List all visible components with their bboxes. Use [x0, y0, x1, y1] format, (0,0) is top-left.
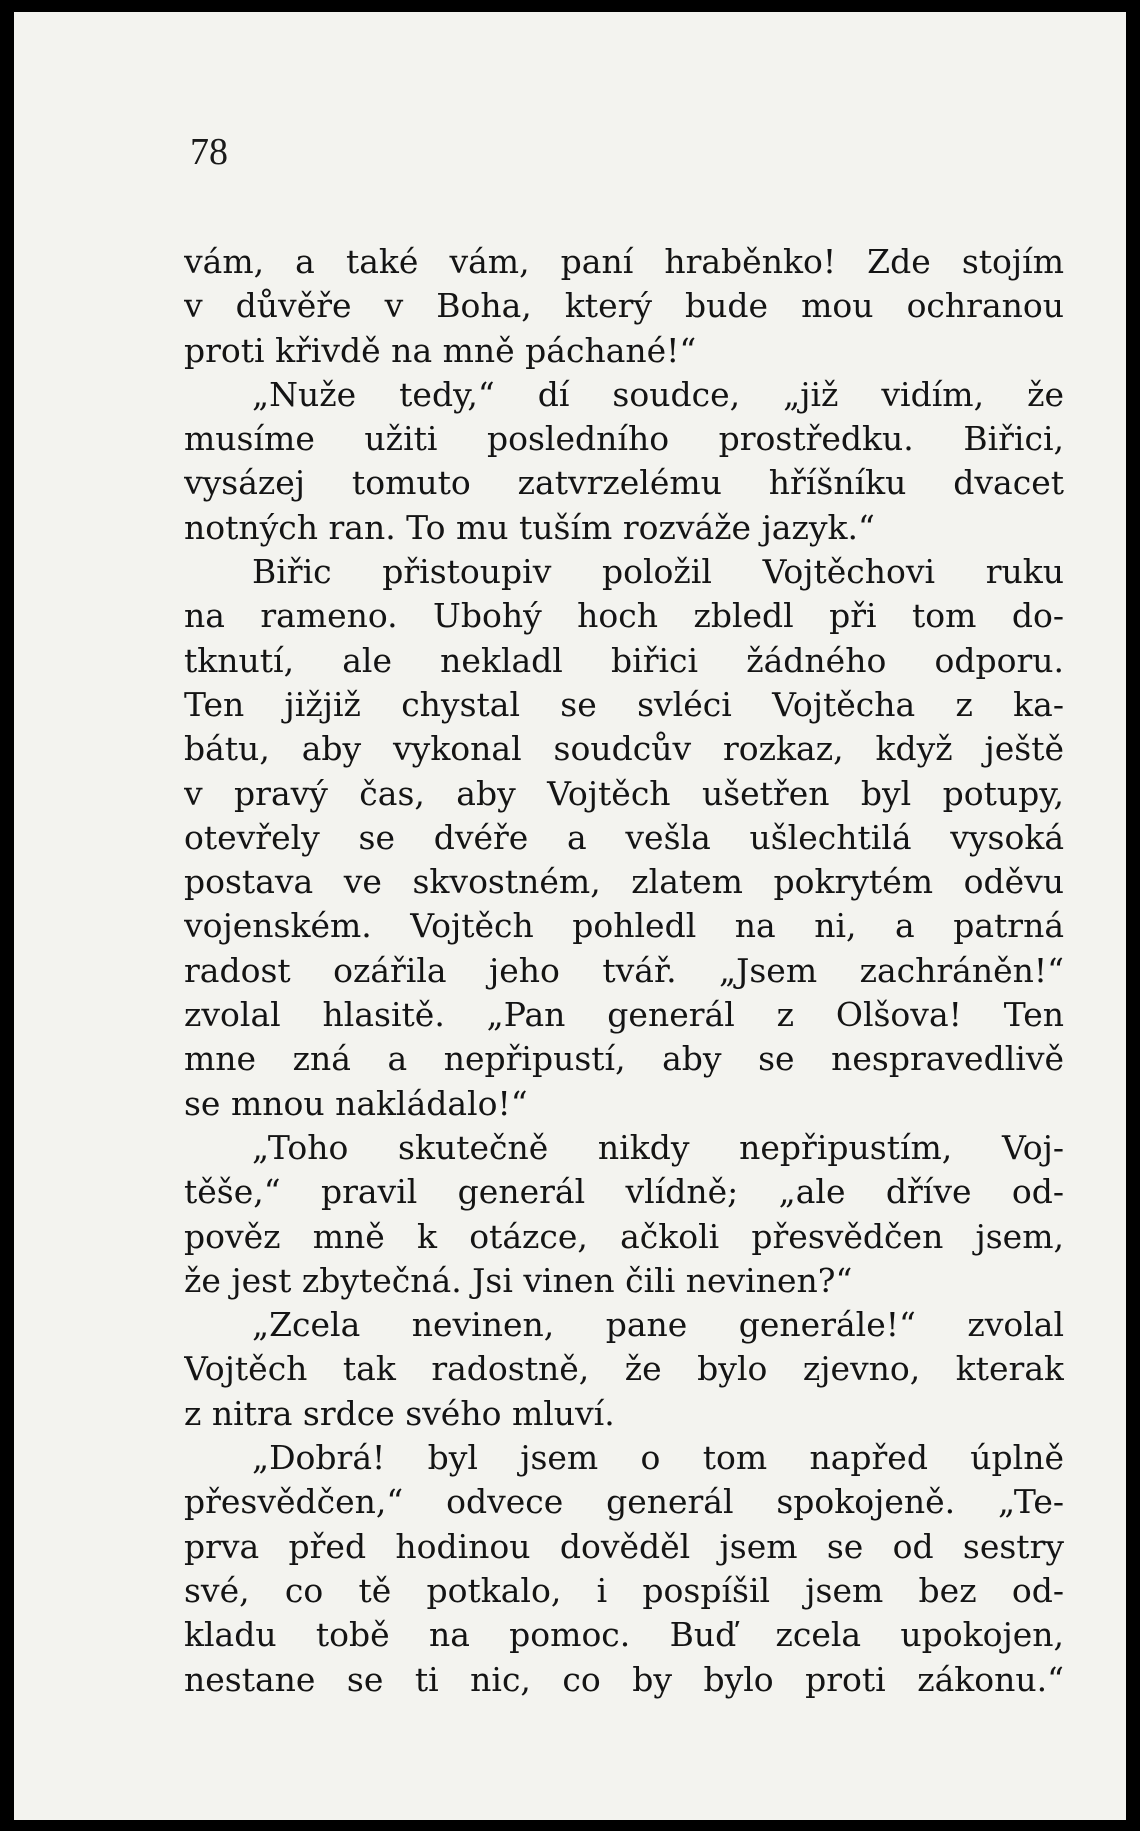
text-line: Biřic přistoupiv položil Vojtěchovi ruku — [252, 552, 1064, 592]
text-line: otevřely se dvéře a vešla ušlechtilá vysoká — [184, 817, 1064, 857]
text-line: Ten jižjiž chystal se svléci Vojtěcha z ka- — [184, 684, 1064, 724]
text-line: své, co tě potkalo, i pospíšil jsem bez od- — [184, 1570, 1064, 1610]
text-line: „Zcela nevinen, pane generále!“ zvolal — [252, 1305, 1064, 1345]
text-line: v pravý čas, aby Vojtěch ušetřen byl potupy, — [184, 773, 1064, 813]
text-line: postava ve skvostném, zlatem pokrytém oděvu — [184, 862, 1064, 902]
text-line: Vojtěch tak radostně, že bylo zjevno, kterak — [184, 1349, 1064, 1389]
body-text — [184, 240, 1064, 1702]
text-line: bátu, aby vykonal soudcův rozkaz, když ještě — [184, 729, 1064, 769]
text-line: se mnou nakládalo!“ — [184, 1083, 528, 1123]
text-line: proti křivdě na mně páchané!“ — [184, 330, 697, 370]
text-line: pověz mně k otázce, ačkoli přesvědčen jsem, — [184, 1216, 1064, 1256]
text-line: tknutí, ale nekladl biřici žádného odporu. — [184, 640, 1064, 680]
text-line: přesvědčen,“ odvece generál spokojeně. „Te- — [184, 1482, 1064, 1522]
book-page — [14, 12, 1126, 1820]
text-line: vám, a také vám, paní hraběnko! Zde stojím — [184, 242, 1064, 281]
text-line: nestane se ti nic, co by bylo proti zákonu.“ — [184, 1659, 1064, 1699]
text-line: prva před hodinou dověděl jsem se od sestry — [184, 1526, 1064, 1566]
text-line: z nitra srdce svého mluví. — [184, 1393, 615, 1433]
text-line: radost ozářila jeho tvář. „Jsem zachráněn!“ — [184, 950, 1064, 990]
text-line: „Dobrá! byl jsem o tom napřed úplně — [252, 1438, 1064, 1478]
text-line: na rameno. Ubohý hoch zbledl při tom do- — [184, 596, 1064, 636]
text-line: kladu tobě na pomoc. Buď zcela upokojen, — [184, 1615, 1064, 1655]
text-line: „Nuže tedy,“ dí soudce, „již vidím, že — [252, 374, 1064, 414]
text-line: musíme užiti posledního prostředku. Biřici, — [184, 419, 1064, 459]
text-line: mne zná a nepřipustí, aby se nespravedlivě — [184, 1039, 1064, 1079]
page-number: 78 — [190, 131, 228, 173]
text-line: vysázej tomuto zatvrzelému hříšníku dvacet — [184, 463, 1064, 503]
text-line: těše,“ pravil generál vlídně; „ale dříve od- — [184, 1172, 1064, 1212]
text-line: notných ran. To mu tuším rozváže jazyk.“ — [184, 507, 875, 547]
text-line: v důvěře v Boha, který bude mou ochranou — [184, 286, 1064, 326]
text-line: „Toho skutečně nikdy nepřipustím, Voj- — [252, 1127, 1064, 1167]
text-line: že jest zbytečná. Jsi vinen čili nevinen?“ — [184, 1260, 853, 1300]
text-line: zvolal hlasitě. „Pan generál z Olšova! Ten — [184, 995, 1064, 1035]
text-line: vojenském. Vojtěch pohledl na ni, a patrná — [184, 906, 1064, 946]
